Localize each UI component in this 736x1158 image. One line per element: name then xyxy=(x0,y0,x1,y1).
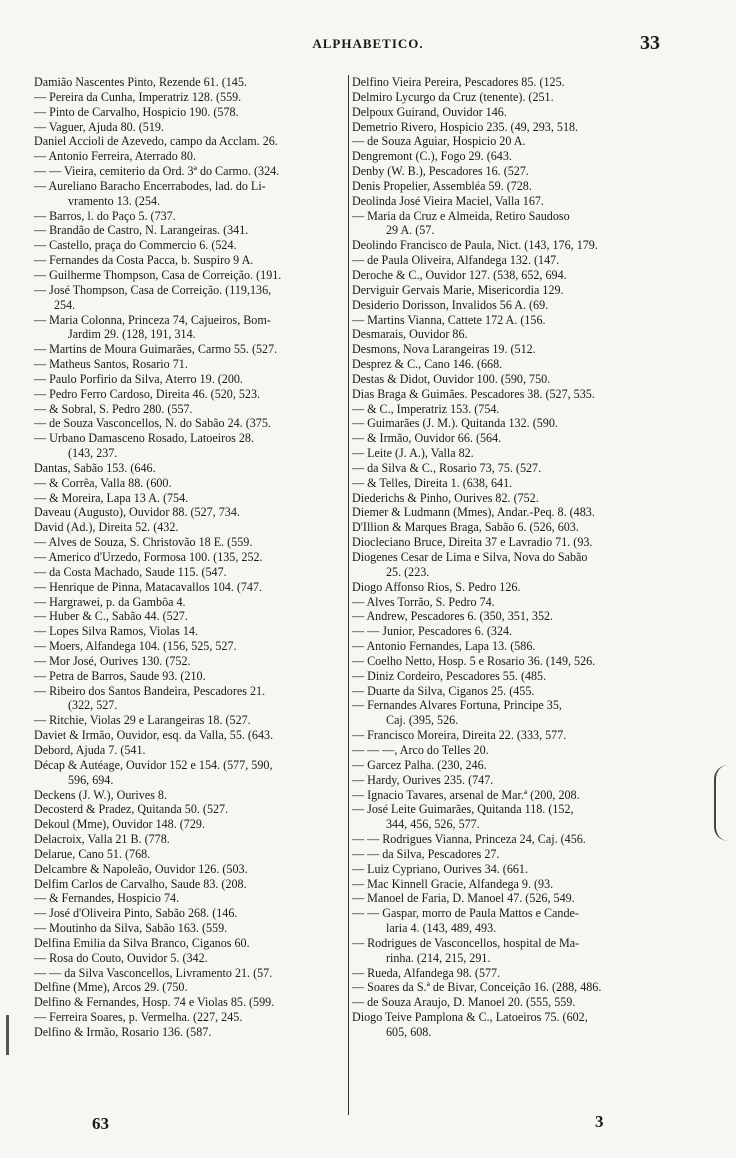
directory-entry: Delfine (Mme), Arcos 29. (750. xyxy=(34,980,188,995)
directory-entry: — Ignacio Tavares, arsenal de Mar.ª (200, 208. xyxy=(352,787,580,802)
directory-entry: — Pereira da Cunha, Imperatriz 128. (559. xyxy=(34,89,242,104)
directory-entry: — de Souza Araujo, D. Manoel 20. (555, 559. xyxy=(352,995,576,1010)
directory-entry: — Mor José, Ourives 130. (752. xyxy=(34,653,191,668)
directory-entry: — — da Silva, Pescadores 27. xyxy=(352,846,500,861)
directory-entry: Destas & Didot, Ouvidor 100. (590, 750. xyxy=(352,371,551,386)
directory-entry: — Urbano Damasceno Rosado, Latoeiros 28. xyxy=(34,431,254,446)
directory-entry: — Diniz Cordeiro, Pescadores 55. (485. xyxy=(352,668,547,683)
directory-entry: — & C., Imperatriz 153. (754. xyxy=(352,401,500,416)
directory-entry: — — da Silva Vasconcellos, Livramento 21. (57. xyxy=(34,965,273,980)
directory-entry: — Moers, Alfandega 104. (156, 525, 527. xyxy=(34,639,237,654)
directory-entry: — Maria da Cruz e Almeida, Retiro Saudoso xyxy=(352,208,570,223)
directory-entry: — Hardy, Ourives 235. (747. xyxy=(352,772,494,787)
directory-entry: Delarue, Cano 51. (768. xyxy=(34,846,151,861)
directory-entry: Delcambre & Napoleão, Ouvidor 126. (503. xyxy=(34,861,248,876)
directory-entry: — Martins de Moura Guimarães, Carmo 55. (527. xyxy=(34,342,278,357)
directory-entry: — Americo d'Urzedo, Formosa 100. (135, 252. xyxy=(34,550,263,564)
directory-entry: — Rosa do Couto, Ouvidor 5. (342. xyxy=(34,950,208,965)
directory-entry: Diogo Affonso Rios, S. Pedro 126. xyxy=(352,579,521,594)
directory-entry: — da Silva & C., Rosario 73, 75. (527. xyxy=(352,460,542,475)
directory-entry: Deolinda José Vieira Maciel, Valla 167. xyxy=(352,193,544,208)
directory-entry: (143, 237. xyxy=(68,446,118,461)
directory-entry: — — —, Arco do Telles 20. xyxy=(352,742,489,757)
directory-entry: — Francisco Moreira, Direita 22. (333, 577. xyxy=(352,728,567,743)
directory-entry: — Petra de Barros, Saude 93. (210. xyxy=(34,668,206,683)
directory-entry: — de Paula Oliveira, Alfandega 132. (147. xyxy=(352,253,560,268)
directory-entry: Debord, Ajuda 7. (541. xyxy=(34,742,146,757)
directory-entry: — de Souza Aguiar, Hospicio 20 A. xyxy=(352,134,526,149)
directory-entry: — Garcez Palha. (230, 246. xyxy=(352,757,487,772)
directory-entry: 605, 608. xyxy=(386,1025,432,1039)
directory-entry: — Matheus Santos, Rosario 71. xyxy=(34,357,188,372)
directory-entry: — Rueda, Alfandega 98. (577. xyxy=(352,965,501,980)
directory-entry: David (Ad.), Direita 52. (432. xyxy=(34,520,179,535)
directory-entry: Dengremont (C.), Fogo 29. (643. xyxy=(352,149,512,164)
directory-entry: Desmarais, Ouvidor 86. xyxy=(352,327,468,342)
directory-entry: Delpoux Guirand, Ouvidor 146. xyxy=(352,104,507,119)
directory-entry: 254. xyxy=(54,297,76,312)
directory-entry: Delfim Carlos de Carvalho, Saude 83. (208. xyxy=(34,876,247,891)
page-number: 33 xyxy=(640,32,660,54)
directory-entry: — Barros, l. do Paço 5. (737. xyxy=(34,208,176,223)
directory-entry: Delmiro Lycurgo da Cruz (tenente). (251. xyxy=(352,89,554,104)
directory-entry: — — Junior, Pescadores 6. (324. xyxy=(352,624,513,639)
right-column xyxy=(348,75,682,1115)
directory-entry: Demetrio Rivero, Hospicio 235. (49, 293, 518. xyxy=(352,119,579,134)
directory-entry: — Rodrigues de Vasconcellos, hospital de Ma- xyxy=(352,935,580,950)
directory-entry: Diogenes Cesar de Lima e Silva, Nova do Sabão xyxy=(352,550,588,564)
directory-entry: Damião Nascentes Pinto, Rezende 61. (145. xyxy=(34,75,247,89)
directory-entry: — Antonio Ferreira, Aterrado 80. xyxy=(34,149,196,164)
directory-entry: — Leite (J. A.), Valla 82. xyxy=(352,446,474,461)
directory-entry: Delfino & Irmão, Rosario 136. (587. xyxy=(34,1025,212,1039)
directory-entry: — Soares da S.ª de Bivar, Conceição 16. (288, 486. xyxy=(352,980,602,995)
directory-entry: — Lopes Silva Ramos, Violas 14. xyxy=(34,624,198,639)
directory-entry: — Alves de Souza, S. Christovão 18 E. (559. xyxy=(34,535,253,550)
directory-entry: — Maria Colonna, Princeza 74, Cajueiros, Bom- xyxy=(34,312,271,327)
directory-entry: rinha. (214, 215, 291. xyxy=(386,950,491,965)
directory-entry: — de Souza Vasconcellos, N. do Sabão 24. (375. xyxy=(34,416,271,431)
directory-entry: — Andrew, Pescadores 6. (350, 351, 352. xyxy=(352,609,554,624)
directory-entry: — Fernandes da Costa Pacca, b. Suspiro 9 A. xyxy=(34,253,254,268)
directory-entry: — Mac Kinnell Gracie, Alfandega 9. (93. xyxy=(352,876,554,891)
directory-entry: — Pinto de Carvalho, Hospicio 190. (578. xyxy=(34,104,239,119)
directory-entry: Dekoul (Mme), Ouvidor 148. (729. xyxy=(34,817,205,832)
directory-entry: Deolindo Francisco de Paula, Nict. (143, 176, 179. xyxy=(352,238,598,253)
directory-entry: — Guilherme Thompson, Casa de Correição. (191. xyxy=(34,267,282,282)
directory-entry: — Moutinho da Silva, Sabão 163. (559. xyxy=(34,921,228,936)
directory-entry: — Martins Vianna, Cattete 172 A. (156. xyxy=(352,312,546,327)
directory-entry: Diederichs & Pinho, Ourives 82. (752. xyxy=(352,490,539,505)
directory-entry: Desprez & C., Cano 146. (668. xyxy=(352,357,503,372)
directory-entry: 596, 694. xyxy=(68,772,114,787)
directory-entry: Dias Braga & Guimães. Pescadores 38. (527, 535. xyxy=(352,386,595,401)
directory-entry: — José Leite Guimarães, Quitanda 118. (152, xyxy=(352,802,574,817)
directory-entry: Diocleciano Bruce, Direita 37 e Lavradio 71. (93. xyxy=(352,535,593,550)
margin-binding-mark xyxy=(6,1015,9,1055)
directory-entry: 29 A. (57. xyxy=(386,223,435,238)
directory-entry: Delfina Emilia da Silva Branco, Ciganos 60. xyxy=(34,935,250,950)
directory-entry: Delfino & Fernandes, Hosp. 74 e Violas 85. (599. xyxy=(34,995,275,1010)
directory-entry: — Antonio Fernandes, Lapa 13. (586. xyxy=(352,639,536,654)
directory-entry: — — Gaspar, morro de Paula Mattos e Cande- xyxy=(352,906,579,921)
footer-signature-mark: 63 xyxy=(92,1114,109,1133)
directory-entry: Dantas, Sabão 153. (646. xyxy=(34,460,156,475)
directory-entry: Delfino Vieira Pereira, Pescadores 85. (125. xyxy=(352,75,565,89)
directory-entry: Décap & Autéage, Ouvidor 152 e 154. (577, 590, xyxy=(34,757,273,772)
directory-entry: — da Costa Machado, Saude 115. (547. xyxy=(34,564,227,579)
directory-entry: Diogo Teive Pamplona & C., Latoeiros 75. (602, xyxy=(352,1010,588,1025)
directory-entry: — & Corrêa, Valla 88. (600. xyxy=(34,475,172,490)
page-header-title: ALPHABETICO. xyxy=(312,36,424,51)
directory-entry: — Huber & C., Sabão 44. (527. xyxy=(34,609,188,624)
footer-gathering-mark: 3 xyxy=(595,1112,604,1131)
directory-entry: — Brandão de Castro, N. Larangeiras. (341. xyxy=(34,223,249,238)
directory-entry: — Alves Torrão, S. Pedro 74. xyxy=(352,594,495,609)
directory-entry: Denis Propelier, Assembléa 59. (728. xyxy=(352,178,532,193)
left-column xyxy=(34,75,344,1040)
directory-entry: — & Telles, Direita 1. (638, 641. xyxy=(352,475,513,490)
directory-entry: — Ribeiro dos Santos Bandeira, Pescadores 21. xyxy=(34,683,266,698)
directory-entry: — & Moreira, Lapa 13 A. (754. xyxy=(34,490,189,505)
directory-entry: Derviguir Gervais Marie, Misericordia 129. xyxy=(352,282,564,297)
directory-entry: — Hargrawei, p. da Gambôa 4. xyxy=(34,594,186,609)
directory-entry: — & Fernandes, Hospicio 74. xyxy=(34,891,180,906)
directory-entry: — Vaguer, Ajuda 80. (519. xyxy=(34,119,164,134)
directory-entry: — & Irmão, Ouvidor 66. (564. xyxy=(352,431,502,446)
directory-entry: Jardim 29. (128, 191, 314. xyxy=(68,327,196,342)
directory-entry: Denby (W. B.), Pescadores 16. (527. xyxy=(352,164,529,179)
directory-entry: vramento 13. (254. xyxy=(68,193,161,208)
directory-entry: — Fernandes Alvares Fortuna, Principe 35, xyxy=(352,698,562,713)
directory-entry: D'Illion & Marques Braga, Sabão 6. (526, 603. xyxy=(352,520,579,535)
directory-entry: — & Sobral, S. Pedro 280. (557. xyxy=(34,401,193,416)
directory-entry: 344, 456, 526, 577. xyxy=(386,817,480,832)
directory-entry: — Castello, praça do Commercio 6. (524. xyxy=(34,238,237,253)
directory-entry: laria 4. (143, 489, 493. xyxy=(386,921,497,936)
directory-entry: — Luiz Cypriano, Ourives 34. (661. xyxy=(352,861,529,876)
directory-entry: — Paulo Porfirio da Silva, Aterro 19. (200. xyxy=(34,371,243,386)
directory-entry: (322, 527. xyxy=(68,698,118,713)
directory-entry: Desiderio Dorisson, Invalidos 56 A. (69. xyxy=(352,297,549,312)
directory-entry: Deckens (J. W.), Ourives 8. xyxy=(34,787,168,802)
directory-entry: — José d'Oliveira Pinto, Sabão 268. (146. xyxy=(34,906,238,921)
directory-entry: Delacroix, Valla 21 B. (778. xyxy=(34,832,170,847)
directory-entry: — Ferreira Soares, p. Vermelha. (227, 245. xyxy=(34,1010,243,1025)
directory-entry: Desmons, Nova Larangeiras 19. (512. xyxy=(352,342,536,357)
directory-entry: — Guimarães (J. M.). Quitanda 132. (590. xyxy=(352,416,558,431)
directory-entry: Daviet & Irmão, Ouvidor, esq. da Valla, 55. (643. xyxy=(34,728,274,743)
directory-entry: — — Rodrigues Vianna, Princeza 24, Caj. (456. xyxy=(352,832,586,847)
directory-entry: — Henrique de Pinna, Matacavallos 104. (747. xyxy=(34,579,263,594)
directory-entry: — Duarte da Silva, Ciganos 25. (455. xyxy=(352,683,535,698)
directory-entry: Daniel Accioli de Azevedo, campo da Acclam. 26. xyxy=(34,134,278,149)
directory-entry: Decosterd & Pradez, Quitanda 50. (527. xyxy=(34,802,229,817)
directory-entry: — Ritchie, Violas 29 e Larangeiras 18. (527. xyxy=(34,713,251,728)
directory-entry: — Pedro Ferro Cardoso, Direita 46. (520, 523. xyxy=(34,386,261,401)
directory-entry: Diemer & Ludmann (Mmes), Andar.-Peq. 8. (483. xyxy=(352,505,595,520)
directory-entry: Daveau (Augusto), Ouvidor 88. (527, 734. xyxy=(34,505,240,520)
directory-entry: Caj. (395, 526. xyxy=(386,713,459,728)
margin-bracket-mark xyxy=(714,765,736,841)
directory-entry: — Manoel de Faria, D. Manoel 47. (526, 549. xyxy=(352,891,575,906)
directory-entry: — José Thompson, Casa de Correição. (119,136, xyxy=(34,282,272,297)
directory-entry: — Aureliano Baracho Encerrabodes, lad. do Li- xyxy=(34,178,266,193)
directory-entry: — Coelho Netto, Hosp. 5 e Rosario 36. (149, 526. xyxy=(352,653,596,668)
directory-entry: Deroche & C., Ouvidor 127. (538, 652, 694. xyxy=(352,267,567,282)
directory-entry: 25. (223. xyxy=(386,564,430,579)
directory-entry: — — Vieira, cemiterio da Ord. 3ª do Carmo. (324. xyxy=(34,164,280,179)
